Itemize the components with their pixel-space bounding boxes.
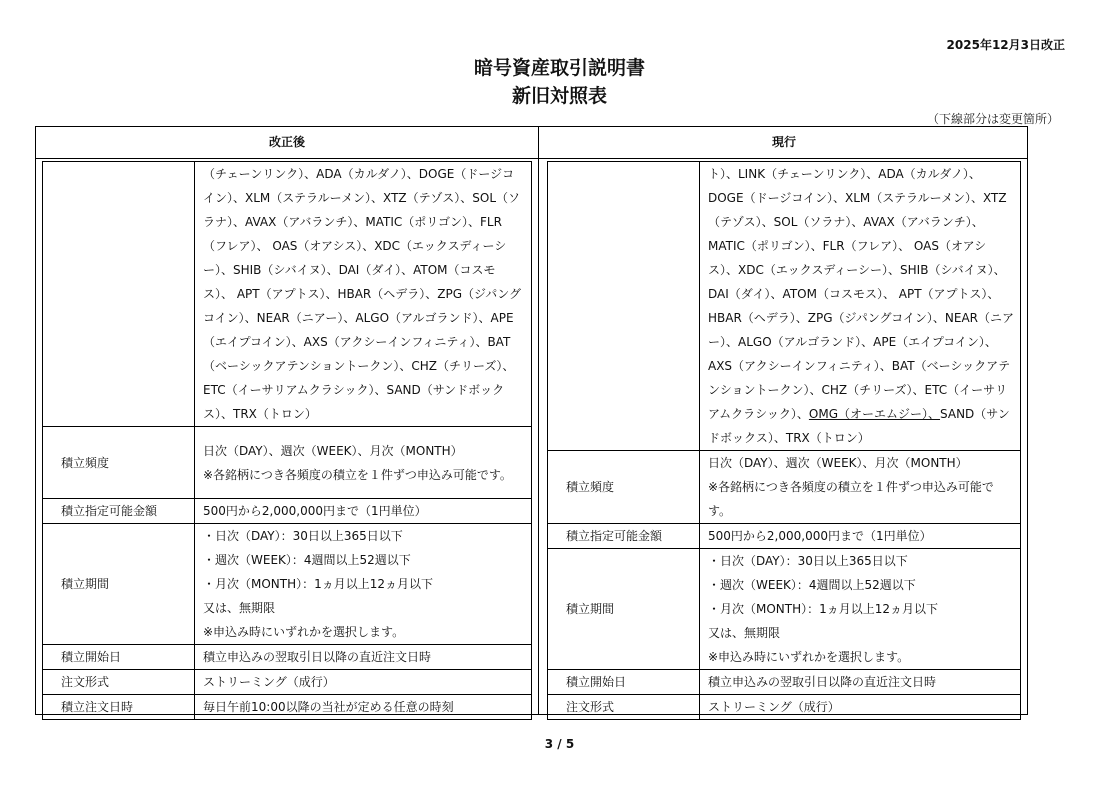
revised-table [42, 161, 532, 720]
row-label-amount: 積立指定可能金額 [43, 499, 195, 524]
row-label-start: 積立開始日 [548, 670, 700, 695]
crypto-list-text [700, 162, 1021, 451]
row-label [43, 162, 195, 427]
row-label-start: 積立開始日 [43, 645, 195, 670]
table-row [43, 645, 532, 670]
row-label-order-type: 注文形式 [548, 695, 700, 720]
frequency-options: 日次（DAY）、週次（WEEK）、月次（MONTH） [708, 456, 968, 470]
table-row [43, 427, 532, 499]
order-type-value: ストリーミング（成行） [700, 695, 1021, 720]
period-line: ・週次（WEEK）：4週間以上52週以下 [708, 578, 916, 592]
revision-date: 2025年12月3日改正 [946, 38, 1065, 52]
table-row [548, 451, 1021, 524]
underline-note: （下線部分は変更箇所） [926, 112, 1059, 126]
row-label-order-time: 積立注文日時 [43, 695, 195, 720]
table-row [43, 670, 532, 695]
frequency-note: ※各銘柄につき各頻度の積立を１件ずつ申込み可能です。 [203, 467, 512, 482]
row-label-period: 積立期間 [548, 549, 700, 670]
period-line: ・日次（DAY）：30日以上365日以下 [203, 529, 403, 543]
row-label [548, 162, 700, 451]
table-row [43, 162, 532, 427]
document-subtitle: 新旧対照表 [511, 85, 607, 107]
crypto-list-pre: ト）、LINK（チェーンリンク）、ADA（カルダノ）、DOGE（ドージコイン）、XLM（ステラルーメン）、XTZ（テゾス）、SOL（ソラナ）、AVAX（アバランチ）、MATIC（ポリゴン）、FLR（フレア）、 OAS（オアシス）、XDC（エックスディーシー）、SHIB（シバイヌ）、DAI（ダイ）、ATOM（コスモス）、 APT（アプトス）、HBAR（ヘデラ）、ZPG（ジパングコイン）、NEAR（ニアー）、ALGO（アルゴランド）、APE（エイプコイン）、AXS（アクシーインフィニティ）、BAT（ベーシックアテンショントークン）、CHZ（チリーズ）、ETC（イーサリアムクラシック）、 [708, 167, 1014, 421]
period-line: 又は、無期限 [708, 626, 781, 640]
order-time-value: 毎日午前10:00以降の当社が定める任意の時刻 [195, 695, 532, 720]
frequency-note: ※各銘柄につき各頻度の積立を１件ずつ申込み可能です。 [708, 480, 994, 518]
page-number: 3 / 5 [544, 737, 575, 751]
period-line: 又は、無期限 [203, 601, 276, 615]
order-type-value: ストリーミング（成行） [195, 670, 532, 695]
column-header-revised: 改正後 [268, 135, 305, 149]
header-divider [36, 158, 1027, 159]
table-row [548, 549, 1021, 670]
row-label-period: 積立期間 [43, 524, 195, 645]
comparison-table [35, 126, 1028, 715]
start-value: 積立申込みの翌取引日以降の直近注文日時 [195, 645, 532, 670]
table-row [548, 162, 1021, 451]
period-line: ・月次（MONTH）：1ヵ月以上12ヵ月以下 [203, 577, 434, 591]
period-value [700, 549, 1021, 670]
changed-text-underlined: OMG（オーエムジー）、 [808, 407, 941, 421]
amount-value: 500円から2,000,000円まで（1円単位） [700, 524, 1021, 549]
column-header-current: 現行 [771, 135, 796, 149]
table-row [548, 670, 1021, 695]
frequency-value [700, 451, 1021, 524]
table-row [43, 524, 532, 645]
period-line: ・日次（DAY）：30日以上365日以下 [708, 554, 908, 568]
column-divider [538, 127, 539, 714]
row-label-frequency: 積立頻度 [43, 427, 195, 499]
crypto-list-text: （チェーンリンク）、ADA（カルダノ）、DOGE（ドージコイン）、XLM（ステラルーメン）、XTZ（テゾス）、SOL（ソラナ）、AVAX（アバランチ）、MATIC（ポリゴン）、FLR（フレア）、 OAS（オアシス）、XDC（エックスディーシー）、SHIB（シバイヌ）、DAI（ダイ）、ATOM（コスモス）、 APT（アプトス）、HBAR（ヘデラ）、ZPG（ジパングコイン）、NEAR（ニアー）、ALGO（アルゴランド）、APE（エイプコイン）、AXS（アクシーインフィニティ）、BAT（ベーシックアテンショントークン）、CHZ（チリーズ）、ETC（イーサリアムクラシック）、SAND（サンドボックス）、TRX（トロン） [195, 162, 532, 427]
start-value: 積立申込みの翌取引日以降の直近注文日時 [700, 670, 1021, 695]
row-label-amount: 積立指定可能金額 [548, 524, 700, 549]
frequency-value [195, 427, 532, 499]
period-line: ※申込み時にいずれかを選択します。 [708, 650, 910, 664]
amount-value: 500円から2,000,000円まで（1円単位） [195, 499, 532, 524]
crypto-list-post: SAND（サンドボックス）、TRX（トロン） [708, 407, 1010, 445]
frequency-options: 日次（DAY）、週次（WEEK）、月次（MONTH） [203, 443, 463, 458]
period-line: ※申込み時にいずれかを選択します。 [203, 625, 405, 639]
row-label-frequency: 積立頻度 [548, 451, 700, 524]
period-value [195, 524, 532, 645]
period-line: ・月次（MONTH）：1ヵ月以上12ヵ月以下 [708, 602, 939, 616]
table-row [43, 695, 532, 720]
row-label-order-type: 注文形式 [43, 670, 195, 695]
table-row [43, 499, 532, 524]
table-row [548, 524, 1021, 549]
document-title: 暗号資産取引説明書 [473, 57, 645, 79]
current-table [547, 161, 1021, 720]
table-row [548, 695, 1021, 720]
period-line: ・週次（WEEK）：4週間以上52週以下 [203, 553, 411, 567]
